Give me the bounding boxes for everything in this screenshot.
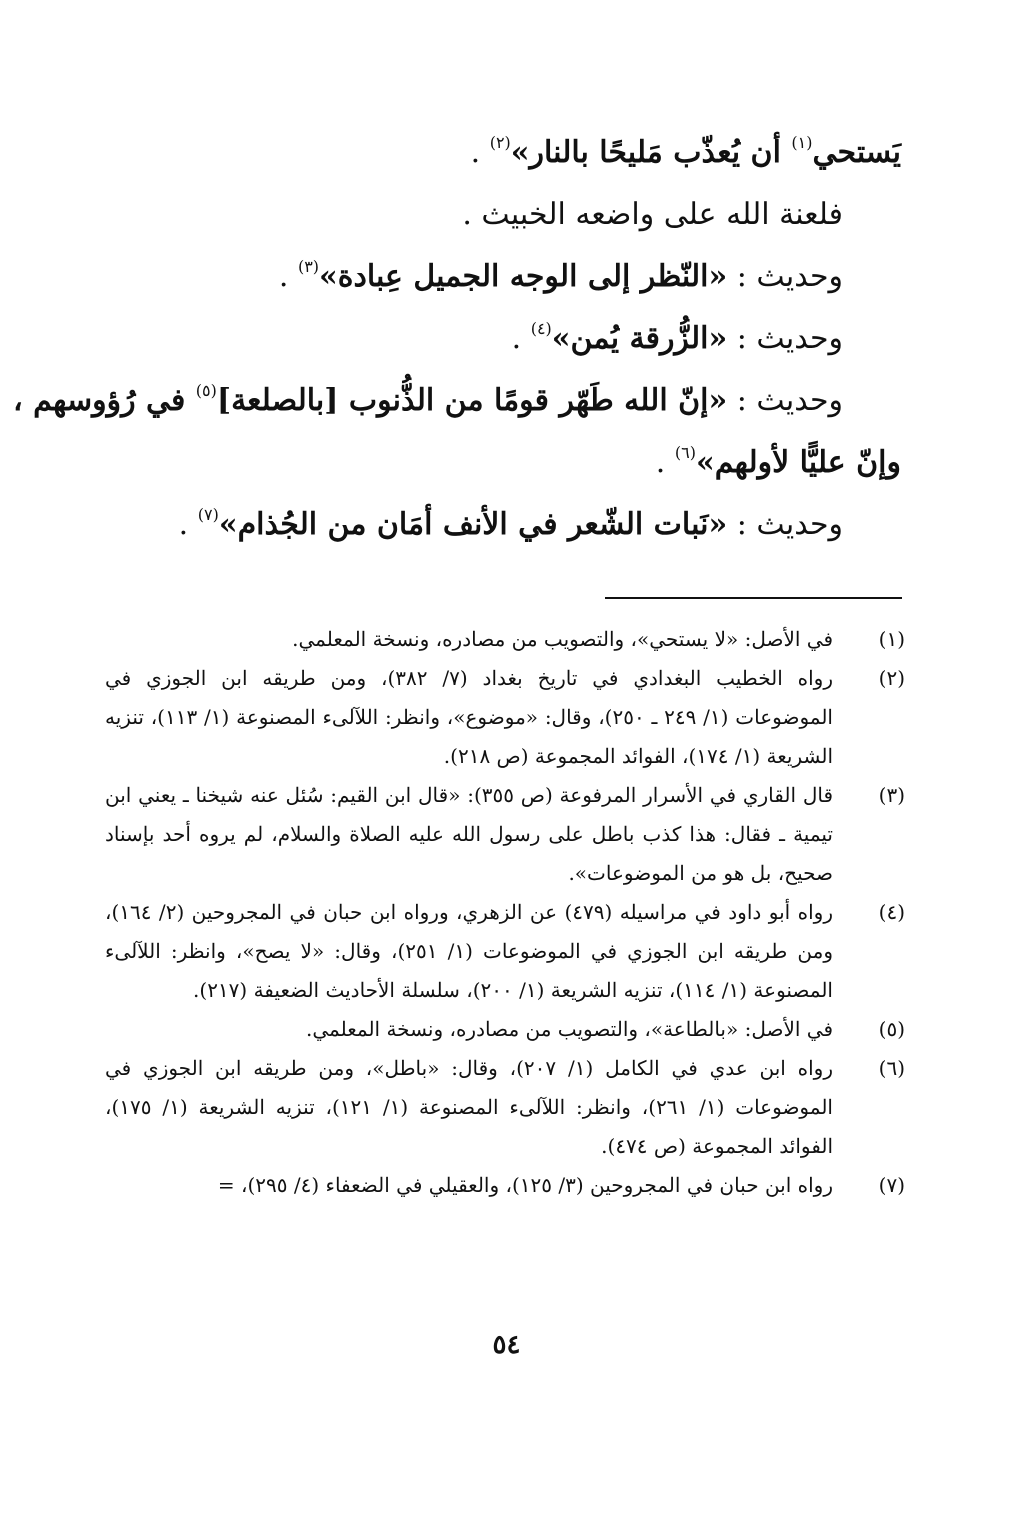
hadith-label: وحديث : (727, 507, 843, 542)
footnote-ref: (٣) (297, 257, 320, 276)
footnote-1 (105, 620, 905, 659)
punctuation: . (178, 507, 198, 542)
hadith-text: وإنّ عليًّا لأولهم» (695, 445, 901, 480)
footnote-4 (105, 893, 905, 1010)
footnote-number: (٦) (878, 1056, 905, 1080)
hadith-label: وحديث : (727, 259, 843, 294)
footnote-ref: (٧) (197, 505, 219, 524)
page-number: ٥٤ (492, 1330, 521, 1360)
punctuation: . (511, 321, 531, 356)
punctuation: . (470, 135, 490, 170)
footnote-text: في الأصل: «بالطاعة»، والتصويب من مصادره، ونسخة المعلمي. (306, 1017, 833, 1041)
footnote-text: رواه ابن حبان في المجروحين (٣/ ١٢٥)، والعقيلي في الضعفاء (٤/ ٢٩٥)، = (217, 1173, 833, 1197)
punctuation: . (655, 445, 675, 480)
hadith-text: «نَبات الشّعر في الأنف أمَان من الجُذام» (218, 507, 728, 542)
main-text (13, 122, 901, 556)
footnote-ref: (١) (791, 133, 813, 152)
hadith-text: في رُؤوسهم ، (13, 383, 196, 418)
footnote-text: رواه أبو داود في مراسيله (٤٧٩) عن الزهري، ورواه ابن حبان في المجروحين (٢/ ١٦٤)، ومن طريقه ابن الجوزي في الموضوعات (١/ ٢٥١)، وقال: «لا يصح»، وانظر: اللآلىء المصنوعة (١/ ١١٤)، تنزيه الشريعة (١/ ٢٠٠)، سلسلة الأحاديث الضعيفة (٢١٧). (105, 900, 833, 1002)
text-line-4 (111, 308, 901, 370)
text-line-7 (111, 494, 901, 556)
hadith-label: وحديث : (727, 321, 843, 356)
footnote-ref: (٥) (195, 381, 217, 400)
footnote-7 (105, 1166, 905, 1205)
footnote-3 (105, 776, 905, 893)
footnote-number: (٧) (878, 1173, 905, 1197)
hadith-text: يَستحي (812, 135, 901, 170)
footnotes (105, 620, 905, 1205)
hadith-text: «إنّ الله طَهّر قومًا من الذُّنوب [بالصلعة] (216, 383, 728, 418)
footnote-ref: (٤) (530, 319, 552, 338)
hadith-text: «الزُّرقة يُمن» (551, 321, 728, 356)
footnote-number: (٣) (878, 783, 905, 807)
text-line-5 (13, 370, 901, 432)
footnote-text: في الأصل: «لا يستحي»، والتصويب من مصادره، ونسخة المعلمي. (292, 627, 833, 651)
footnote-ref: (٦) (674, 443, 696, 462)
footnote-2 (105, 659, 905, 776)
footnote-6 (105, 1049, 905, 1166)
text-line-1 (111, 122, 901, 184)
hadith-text: «النّظر إلى الوجه الجميل عِبادة» (319, 259, 728, 294)
footnote-5 (105, 1010, 905, 1049)
footnote-number: (٤) (878, 900, 905, 924)
punctuation: . (278, 259, 298, 294)
footnote-number: (٥) (878, 1017, 905, 1041)
hadith-label: وحديث : (727, 383, 843, 418)
footnote-number: (٢) (878, 666, 905, 690)
hadith-text: أن يُعذّب مَليحًا بالنار» (510, 135, 792, 170)
text-line-6 (111, 432, 901, 494)
footnote-divider (605, 597, 902, 599)
footnote-text: رواه الخطيب البغدادي في تاريخ بغداد (٧/ ٣٨٢)، ومن طريقه ابن الجوزي في الموضوعات (١/ ٢٤٩ ـ ٢٥٠)، وقال: «موضوع»، وانظر: اللآلىء المصنوعة (١/ ١١٣)، تنزيه الشريعة (١/ ١٧٤)، الفوائد المجموعة (ص ٢١٨). (105, 666, 833, 768)
footnote-text: قال القاري في الأسرار المرفوعة (ص ٣٥٥): «قال ابن القيم: سُئل عنه شيخنا ـ يعني ابن تيمية ـ فقال: هذا كذب باطل على رسول الله عليه الصلاة والسلام، لم يروه أحد بإسناد صحيح، بل هو من الموضوعات». (105, 783, 834, 885)
footnote-text: رواه ابن عدي في الكامل (١/ ٢٠٧)، وقال: «باطل»، ومن طريقه ابن الجوزي في الموضوعات (١/ ٢٦١)، وانظر: اللآلىء المصنوعة (١/ ١٢١)، تنزيه الشريعة (١/ ١٧٥)، الفوائد المجموعة (ص ٤٧٤). (105, 1056, 833, 1158)
footnote-ref: (٢) (489, 133, 511, 152)
footnote-number: (١) (878, 627, 905, 651)
text-line-3 (111, 246, 901, 308)
text-line-2: فلعنة الله على واضعه الخبيث . (462, 197, 843, 232)
